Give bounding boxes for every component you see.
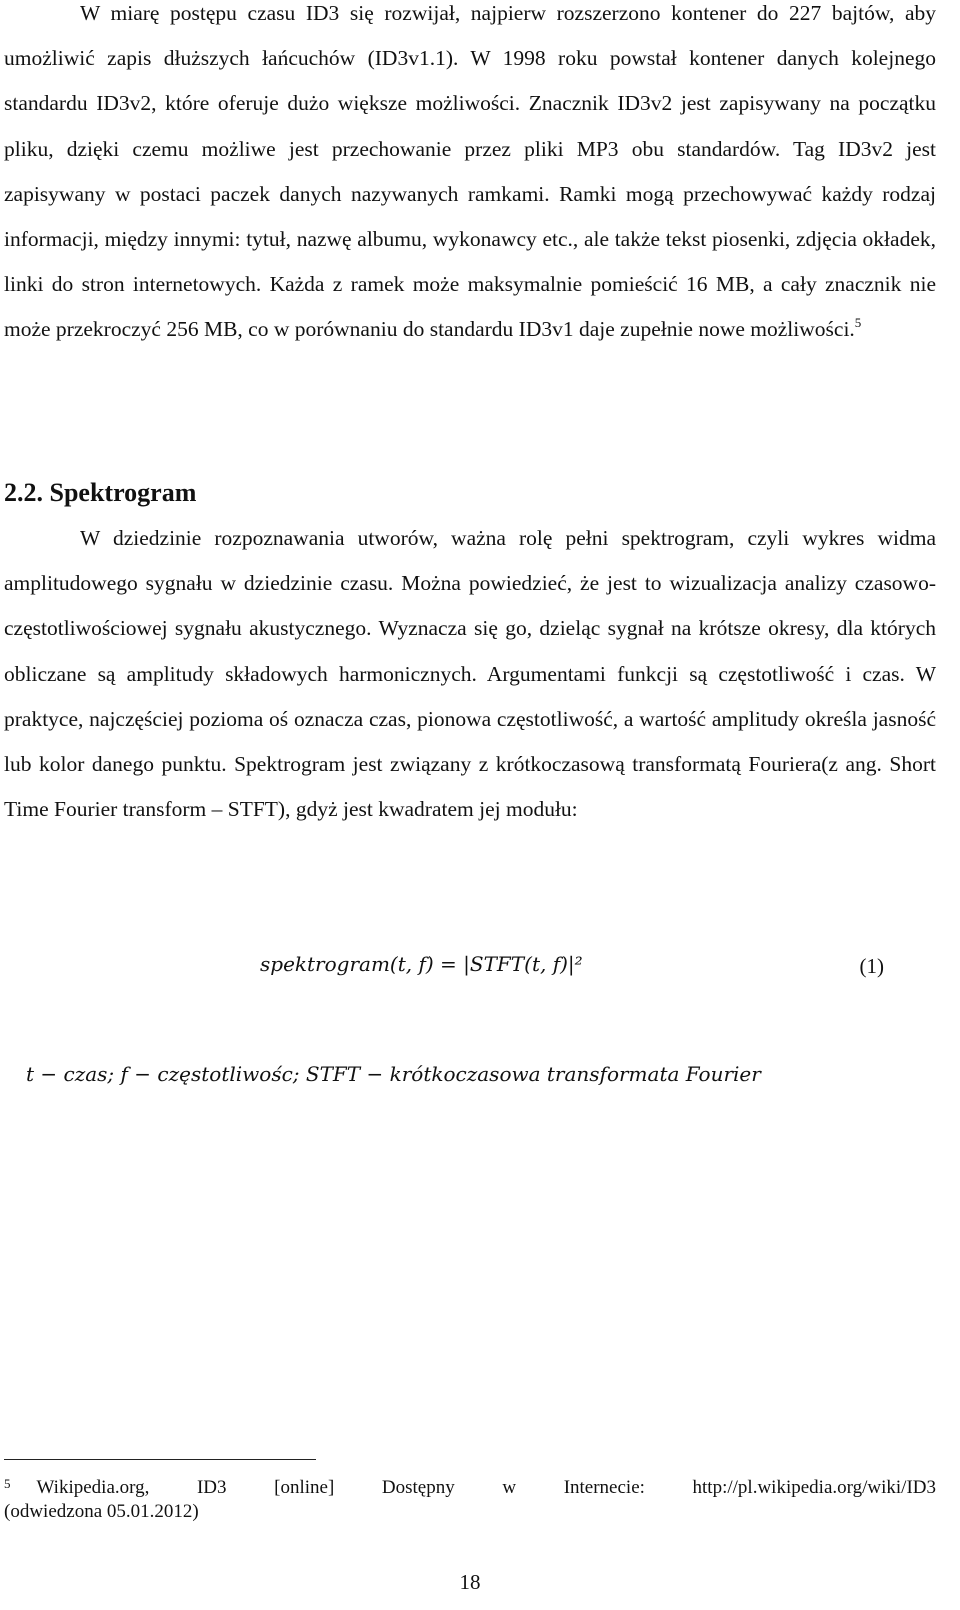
footnote-first-line: [4, 1470, 936, 1500]
document-page: [4, 0, 936, 1610]
section-heading: 2.2. Spektrogram: [4, 478, 197, 507]
equation: [4, 944, 936, 984]
footnote-reference[interactable]: 5: [854, 315, 862, 331]
footnote-word: Dostępny: [381, 1477, 455, 1498]
footnote-mark: 5: [4, 1476, 11, 1491]
footnote-second-line: (odwiedzona 05.01.2012): [4, 1501, 199, 1522]
paragraph-id3-text: W miarę postępu czasu ID3 się rozwijał, najpierw rozszerzono kontener do 227 bajtów, aby umożliwić zapis dłuższych łańcuchów (ID3v1.1). W 1998 roku powstał kontener danych kolejnego standardu ID3v2, które oferuje dużo większe możliwości. Znacznik ID3v2 jest zapisywany na początku pliku, dzięki czemu możliwe jest przechowanie przez pliki MP3 obu standardów. Tag ID3v2 jest zapisywany w postaci paczek danych nazywanych ramkami. Ramki mogą przechowywać każdy rodzaj informacji, między innymi: tytuł, nazwę albumu, wykonawcy etc., ale także tekst piosenki, zdjęcia okładek, linki do stron internetowych. Każda z ramek może maksymalnie pomieścić 16 MB, a cały znacznik nie może przekroczyć 256 MB, co w porównaniu do standardu ID3v1 daje zupełnie nowe możliwości.: [4, 1, 936, 342]
footnote-link[interactable]: http://pl.wikipedia.org/wiki/ID3: [692, 1477, 936, 1498]
footnote: [4, 1470, 936, 1524]
footnote-word: w: [502, 1477, 517, 1498]
footnote-word: Wikipedia.org,: [36, 1477, 150, 1498]
footnote-word: ID3: [196, 1477, 227, 1498]
footnote-word: Internecie:: [563, 1477, 645, 1498]
equation-number: (1): [859, 954, 884, 978]
page-number: 18: [459, 1570, 481, 1594]
equation-legend: t − czas; f − częstotliwośc; STFT − krótkoczasowa transformata Fourier: [26, 1062, 761, 1086]
paragraph-spectrogram: W dziedzinie rozpoznawania utworów, ważna rolę pełni spektrogram, czyli wykres widma amplitudowego sygnału w dziedzinie czasu. Można powiedzieć, że jest to wizualizacja analizy czasowo-częstotliwościowej sygnału akustycznego. Wyznacza się go, dzieląc sygnał na krótsze okresy, dla których obliczane są amplitudy składowych harmonicznych. Argumentami funkcji są częstotliwość i czas. W praktyce, najczęściej pozioma oś oznacza czas, pionowa częstotliwość, a wartość amplitudy określa jasność lub kolor danego punktu. Spektrogram jest związany z krótkoczasową transformatą Fouriera(z ang. Short Time Fourier transform – STFT), gdyż jest kwadratem jej modułu:: [4, 526, 936, 822]
equation-body: spektrogram(t, f) = |STFT(t, f)|²: [260, 952, 583, 976]
paragraph-id3: [4, 0, 936, 353]
footnote-word: [online]: [274, 1477, 335, 1498]
footnote-separator: [4, 1459, 316, 1460]
